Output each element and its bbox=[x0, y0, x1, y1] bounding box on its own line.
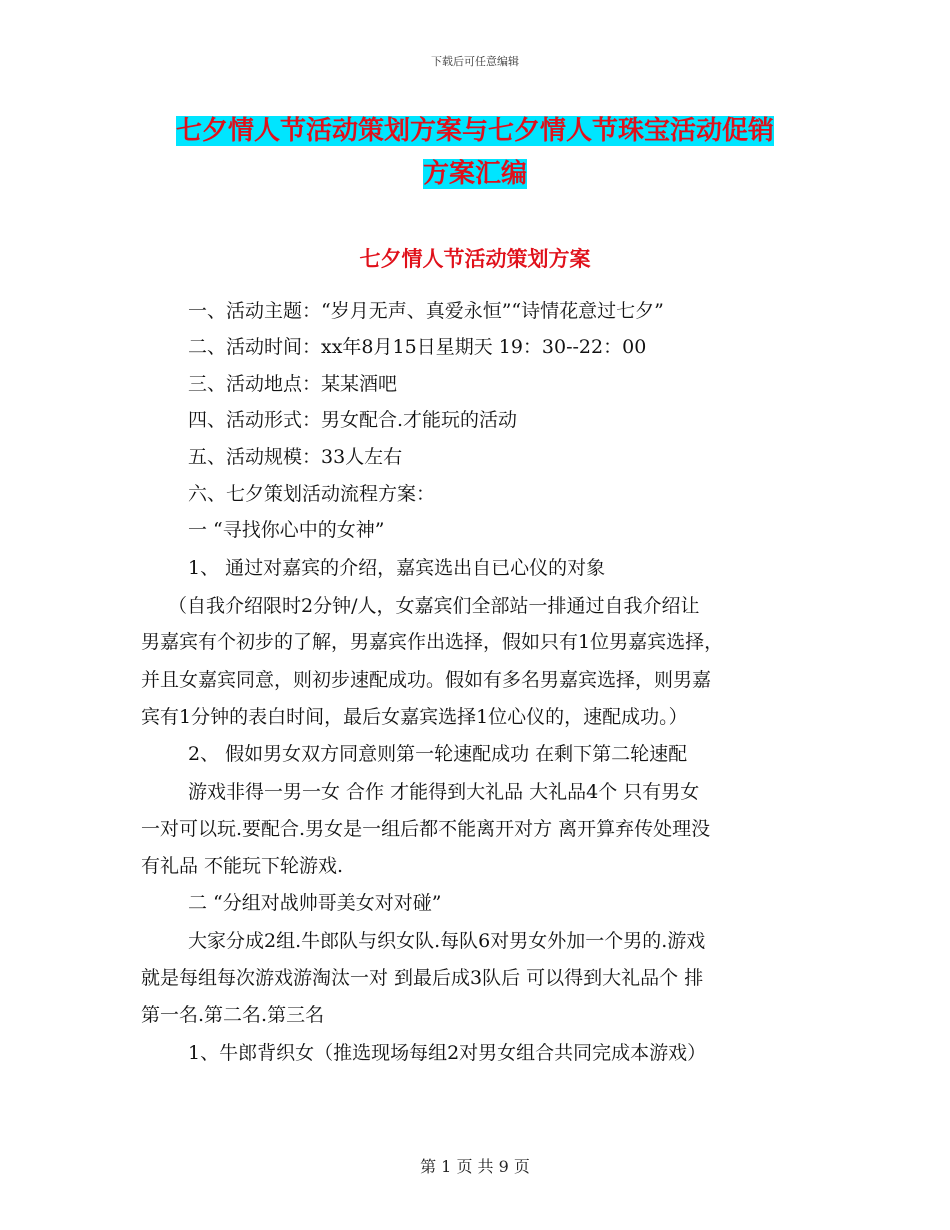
paragraph-line: 五、活动规模：33人左右 bbox=[188, 446, 403, 468]
paragraph-line: 男嘉宾有个初步的了解，男嘉宾作出选择，假如只有1位男嘉宾选择， bbox=[141, 631, 724, 653]
document-title-text-2: 方案汇编 bbox=[422, 159, 527, 189]
paragraph-line: 1、牛郎背织女（推选现场每组2对男女组合共同完成本游戏） bbox=[188, 1042, 707, 1064]
paragraph-line: 1、 通过对嘉宾的介绍，嘉宾选出自已心仪的对象 bbox=[188, 557, 606, 579]
paragraph-line: 三、活动地点：某某酒吧 bbox=[188, 373, 398, 395]
paragraph-line: 就是每组每次游戏游淘汰一对 到最后成3队后 可以得到大礼品个 排 bbox=[141, 967, 704, 989]
paragraph-line: 游戏非得一男一女 合作 才能得到大礼品 大礼品4个 只有男女 bbox=[188, 781, 700, 803]
section-title: 七夕情人节活动策划方案 bbox=[359, 247, 591, 271]
paragraph-line: 并且女嘉宾同意，则初步速配成功。假如有多名男嘉宾选择，则男嘉 bbox=[141, 669, 712, 691]
paragraph-line: 六、七夕策划活动流程方案： bbox=[188, 483, 436, 505]
paragraph-line: 一 “寻找你心中的女神” bbox=[188, 519, 385, 541]
paragraph-line: 二、活动时间：xx年8月15日星期天 19：30--22：00 bbox=[188, 336, 647, 358]
paragraph-line: 大家分成2组.牛郎队与织女队.每队6对男女外加一个男的.游戏 bbox=[188, 930, 706, 952]
paragraph-line: 四、活动形式：男女配合.才能玩的活动 bbox=[188, 409, 518, 431]
paragraph-line: 一、活动主题：“岁月无声、真爱永恒”“诗情花意过七夕” bbox=[188, 300, 664, 322]
document-title-text-1: 七夕情人节活动策划方案与七夕情人节珠宝活动促销 bbox=[175, 116, 774, 146]
paragraph-line: 有礼品 不能玩下轮游戏. bbox=[141, 855, 344, 877]
paragraph-line: 2、 假如男女双方同意则第一轮速配成功 在剩下第二轮速配 bbox=[188, 743, 688, 765]
document-title-line2 bbox=[0, 153, 950, 195]
paragraph-line: 宾有1分钟的表白时间，最后女嘉宾选择1位心仪的，速配成功。） bbox=[141, 706, 688, 728]
paragraph-line: 二 “分组对战帅哥美女对对碰” bbox=[188, 892, 442, 914]
paragraph-line: （自我介绍限时2分钟/人，女嘉宾们全部站一排通过自我介绍让 bbox=[168, 595, 700, 617]
paragraph-line: 第一名.第二名.第三名 bbox=[141, 1004, 325, 1026]
header-note: 下载后可任意编辑 bbox=[431, 55, 519, 68]
page-number: 第 1 页 共 9 页 bbox=[420, 1157, 530, 1176]
document-title-line1 bbox=[0, 110, 950, 152]
paragraph-line: 一对可以玩.要配合.男女是一组后都不能离开对方 离开算弃传处理没 bbox=[141, 818, 711, 840]
